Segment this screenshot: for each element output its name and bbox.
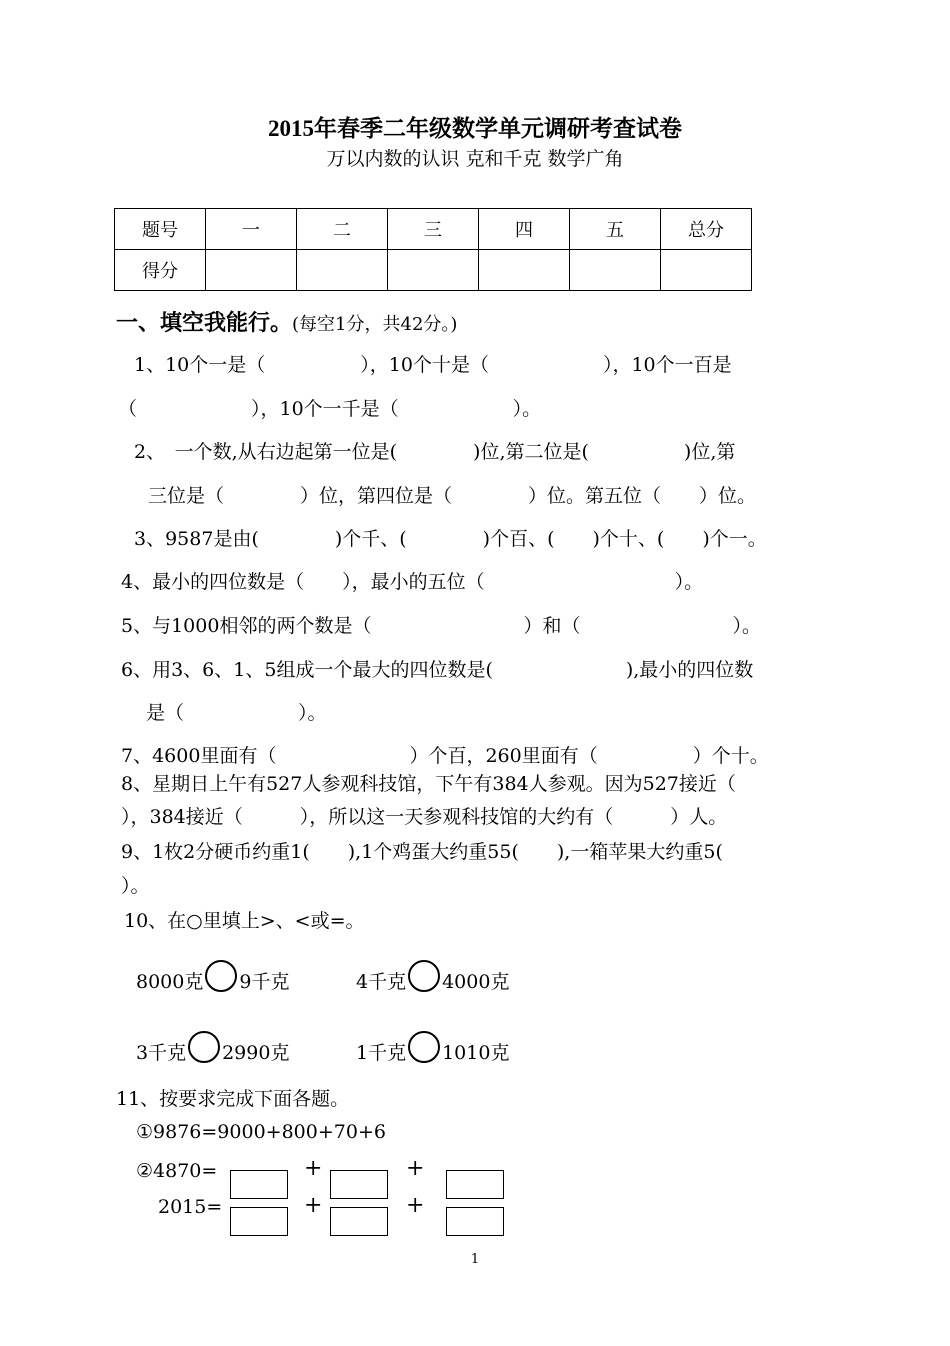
question-2-line-2: 三位是（ ）位，第四位是（ ）位。第五位（ ）位。: [148, 485, 757, 507]
score-table-row-label: 得分: [115, 250, 206, 291]
score-table-header-cell: 总分: [661, 209, 752, 250]
score-table-header-cell: 三: [388, 209, 479, 250]
page-title: 2015年春季二年级数学单元调研考查试卷: [268, 116, 682, 141]
score-table-header-cell: 四: [479, 209, 570, 250]
compare-right: 1010克: [442, 1042, 510, 1064]
question-9-line-1: 9、1枚2分硬币约重1( ),1个鸡蛋大约重55( ),一箱苹果大约重5(: [121, 841, 723, 863]
score-table-header-cell: 二: [297, 209, 388, 250]
question-4: 4、最小的四位数是（ ），最小的五位（ ）。: [121, 571, 704, 593]
compare-left: 1千克: [356, 1042, 407, 1064]
answer-box[interactable]: [446, 1207, 504, 1236]
score-table-header-cell: 五: [570, 209, 661, 250]
compare-left: 8000克: [136, 971, 204, 993]
question-7: 7、4600里面有（ ）个百，260里面有（ ）个十。: [121, 745, 769, 767]
question-8-line-1: 8、星期日上午有527人参观科技馆，下午有384人参观。因为527接近（: [121, 773, 736, 795]
compare-circle-blank[interactable]: [188, 1031, 220, 1063]
compare-item: [136, 960, 289, 994]
compare-circle-blank[interactable]: [205, 960, 237, 992]
score-table-header-row: [115, 209, 752, 250]
plus-sign: +: [406, 1156, 425, 1181]
compare-item: [136, 1031, 289, 1065]
question-6-line-1: 6、用3、6、1、5组成一个最大的四位数是( ),最小的四位数: [121, 659, 754, 681]
question-1-line-1: 1、10个一是（ ），10个十是（ ），10个一百是: [134, 354, 732, 376]
answer-box[interactable]: [230, 1207, 288, 1236]
score-table-header-cell: 一: [206, 209, 297, 250]
question-5: 5、与1000相邻的两个数是（ ）和（ ）。: [121, 615, 761, 637]
compare-right: 4000克: [442, 971, 510, 993]
compare-right: 9千克: [239, 971, 290, 993]
page-subtitle: 万以内数的认识 克和千克 数学广角: [326, 148, 624, 170]
compare-item: [356, 960, 509, 994]
answer-box[interactable]: [330, 1207, 388, 1236]
compare-circle-blank[interactable]: [408, 1031, 440, 1063]
score-cell[interactable]: [479, 250, 570, 291]
question-11-example: ①9876=9000+800+70+6: [136, 1121, 386, 1143]
score-table-header-cell: 题号: [115, 209, 206, 250]
question-11-row-1-label: ②4870=: [136, 1160, 218, 1182]
answer-box[interactable]: [230, 1170, 288, 1199]
question-10-heading: 10、在○里填上>、<或=。: [124, 910, 365, 932]
question-2-line-1: 2、 一个数,从右边起第一位是( )位,第二位是( )位,第: [134, 441, 736, 463]
compare-circle-blank[interactable]: [408, 960, 440, 992]
plus-sign: +: [406, 1193, 425, 1218]
compare-left: 4千克: [356, 971, 407, 993]
answer-box[interactable]: [446, 1170, 504, 1199]
score-cell[interactable]: [661, 250, 752, 291]
section-heading: [116, 306, 457, 337]
score-cell[interactable]: [297, 250, 388, 291]
question-6-line-2: 是（ ）。: [146, 702, 327, 724]
section-title: 一、填空我能行。: [116, 311, 293, 336]
question-8-line-2: ），384接近（ ），所以这一天参观科技馆的大约有（ ）人。: [121, 806, 728, 828]
answer-box[interactable]: [330, 1170, 388, 1199]
question-11-row-2-label: 2015=: [158, 1196, 223, 1218]
score-cell[interactable]: [570, 250, 661, 291]
question-1-line-2: （ ），10个一千是（ ）。: [118, 398, 542, 420]
score-table: [114, 208, 752, 291]
question-9-line-2: ）。: [121, 875, 150, 897]
section-note: (每空1分，共42分。): [292, 314, 458, 335]
question-3: 3、9587是由( )个千、( )个百、( )个十、( )个一。: [134, 528, 767, 550]
score-table-score-row: [115, 250, 752, 291]
score-cell[interactable]: [388, 250, 479, 291]
compare-right: 2990克: [222, 1042, 290, 1064]
score-cell[interactable]: [206, 250, 297, 291]
plus-sign: +: [304, 1193, 323, 1218]
question-11-heading: 11、按要求完成下面各题。: [116, 1088, 350, 1110]
compare-item: [356, 1031, 509, 1065]
page-number: 1: [470, 1252, 480, 1267]
plus-sign: +: [304, 1156, 323, 1181]
compare-left: 3千克: [136, 1042, 187, 1064]
